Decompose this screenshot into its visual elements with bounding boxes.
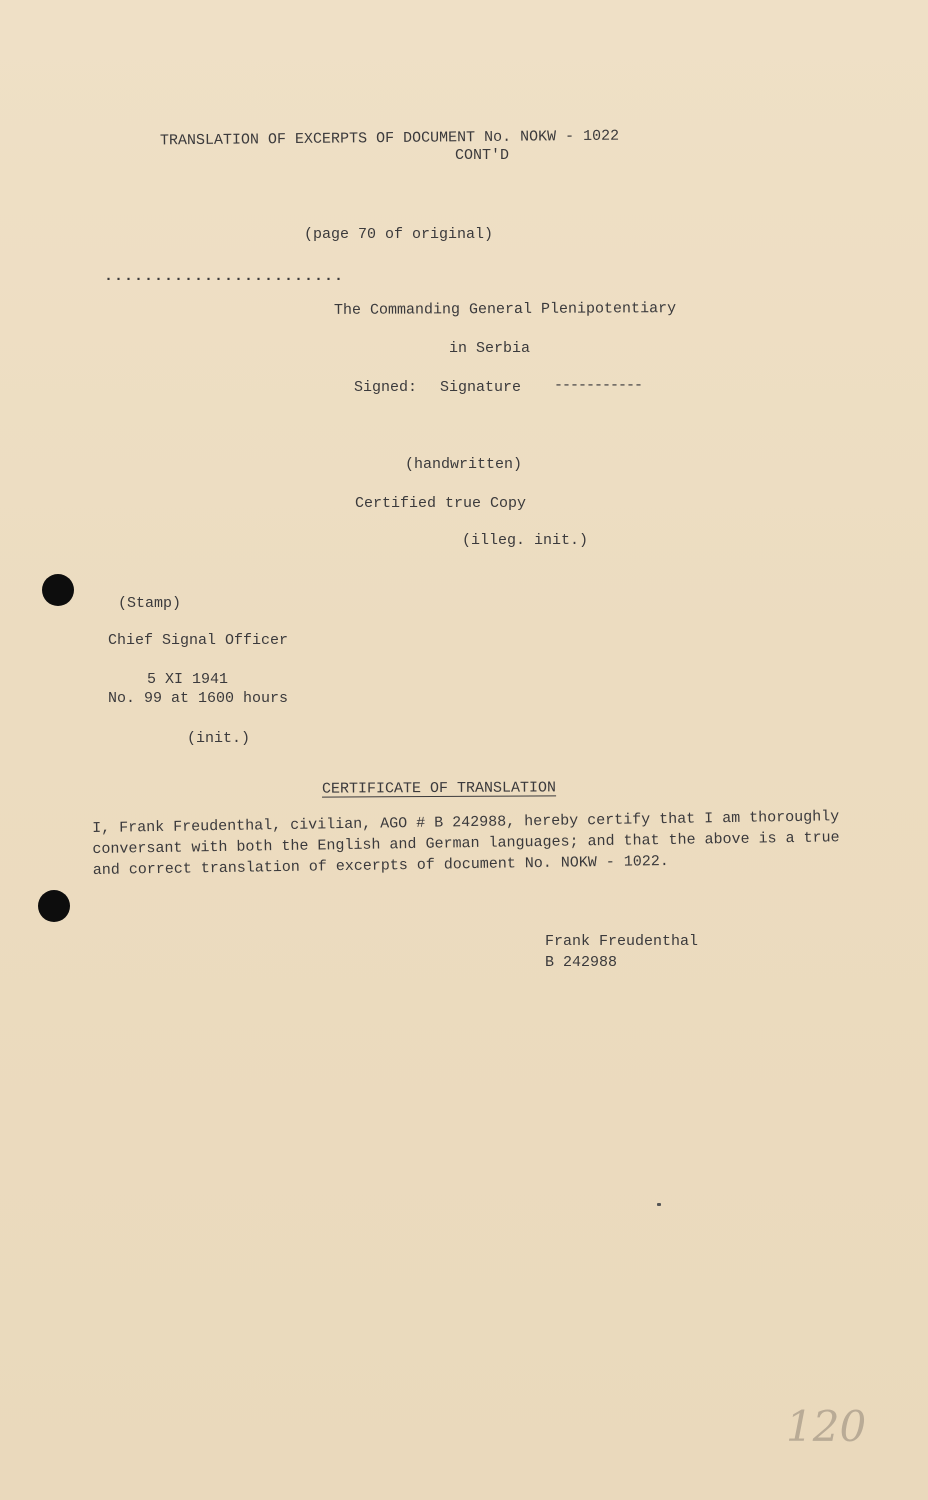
punch-hole-top xyxy=(42,574,74,606)
paper-speck xyxy=(657,1203,661,1206)
page-reference: (page 70 of original) xyxy=(304,226,494,243)
translator-name: Frank Freudenthal xyxy=(545,933,699,950)
commanding-general-line: The Commanding General Plenipotentiary xyxy=(333,300,677,319)
handwritten-page-number: 120 xyxy=(786,1402,867,1451)
signed-label: Signed: xyxy=(354,379,418,396)
continued-label: CONT'D xyxy=(455,147,510,164)
certified-copy-line: Certified true Copy xyxy=(355,495,527,512)
signature-text: Signature xyxy=(440,379,522,396)
handwritten-note: (handwritten) xyxy=(405,456,523,473)
signature-dash-line: ----------- xyxy=(554,377,643,394)
stamp-init: (init.) xyxy=(187,730,251,747)
punch-hole-bottom xyxy=(38,890,70,922)
document-title: TRANSLATION OF EXCERPTS OF DOCUMENT No. NOKW - 1022 xyxy=(159,127,620,150)
stamp-date: 5 XI 1941 xyxy=(147,671,229,688)
chief-signal-officer: Chief Signal Officer xyxy=(108,632,289,649)
translator-id: B 242988 xyxy=(545,954,618,971)
ellipsis-dots: ........................ xyxy=(104,268,345,285)
serbia-line: in Serbia xyxy=(449,340,531,357)
stamp-label: (Stamp) xyxy=(118,595,182,612)
certificate-text: I, Frank Freudenthal, civilian, AGO # B 242988, hereby certify that I am thoroughly conversant with both the English and German languages; and that the above is a true and correct translation of excerpts of document No. NOKW - 1022. xyxy=(92,808,840,879)
stamp-number: No. 99 at 1600 hours xyxy=(108,690,289,707)
certificate-heading: CERTIFICATE OF TRANSLATION xyxy=(321,779,557,798)
illegible-initials: (illeg. init.) xyxy=(462,532,589,549)
